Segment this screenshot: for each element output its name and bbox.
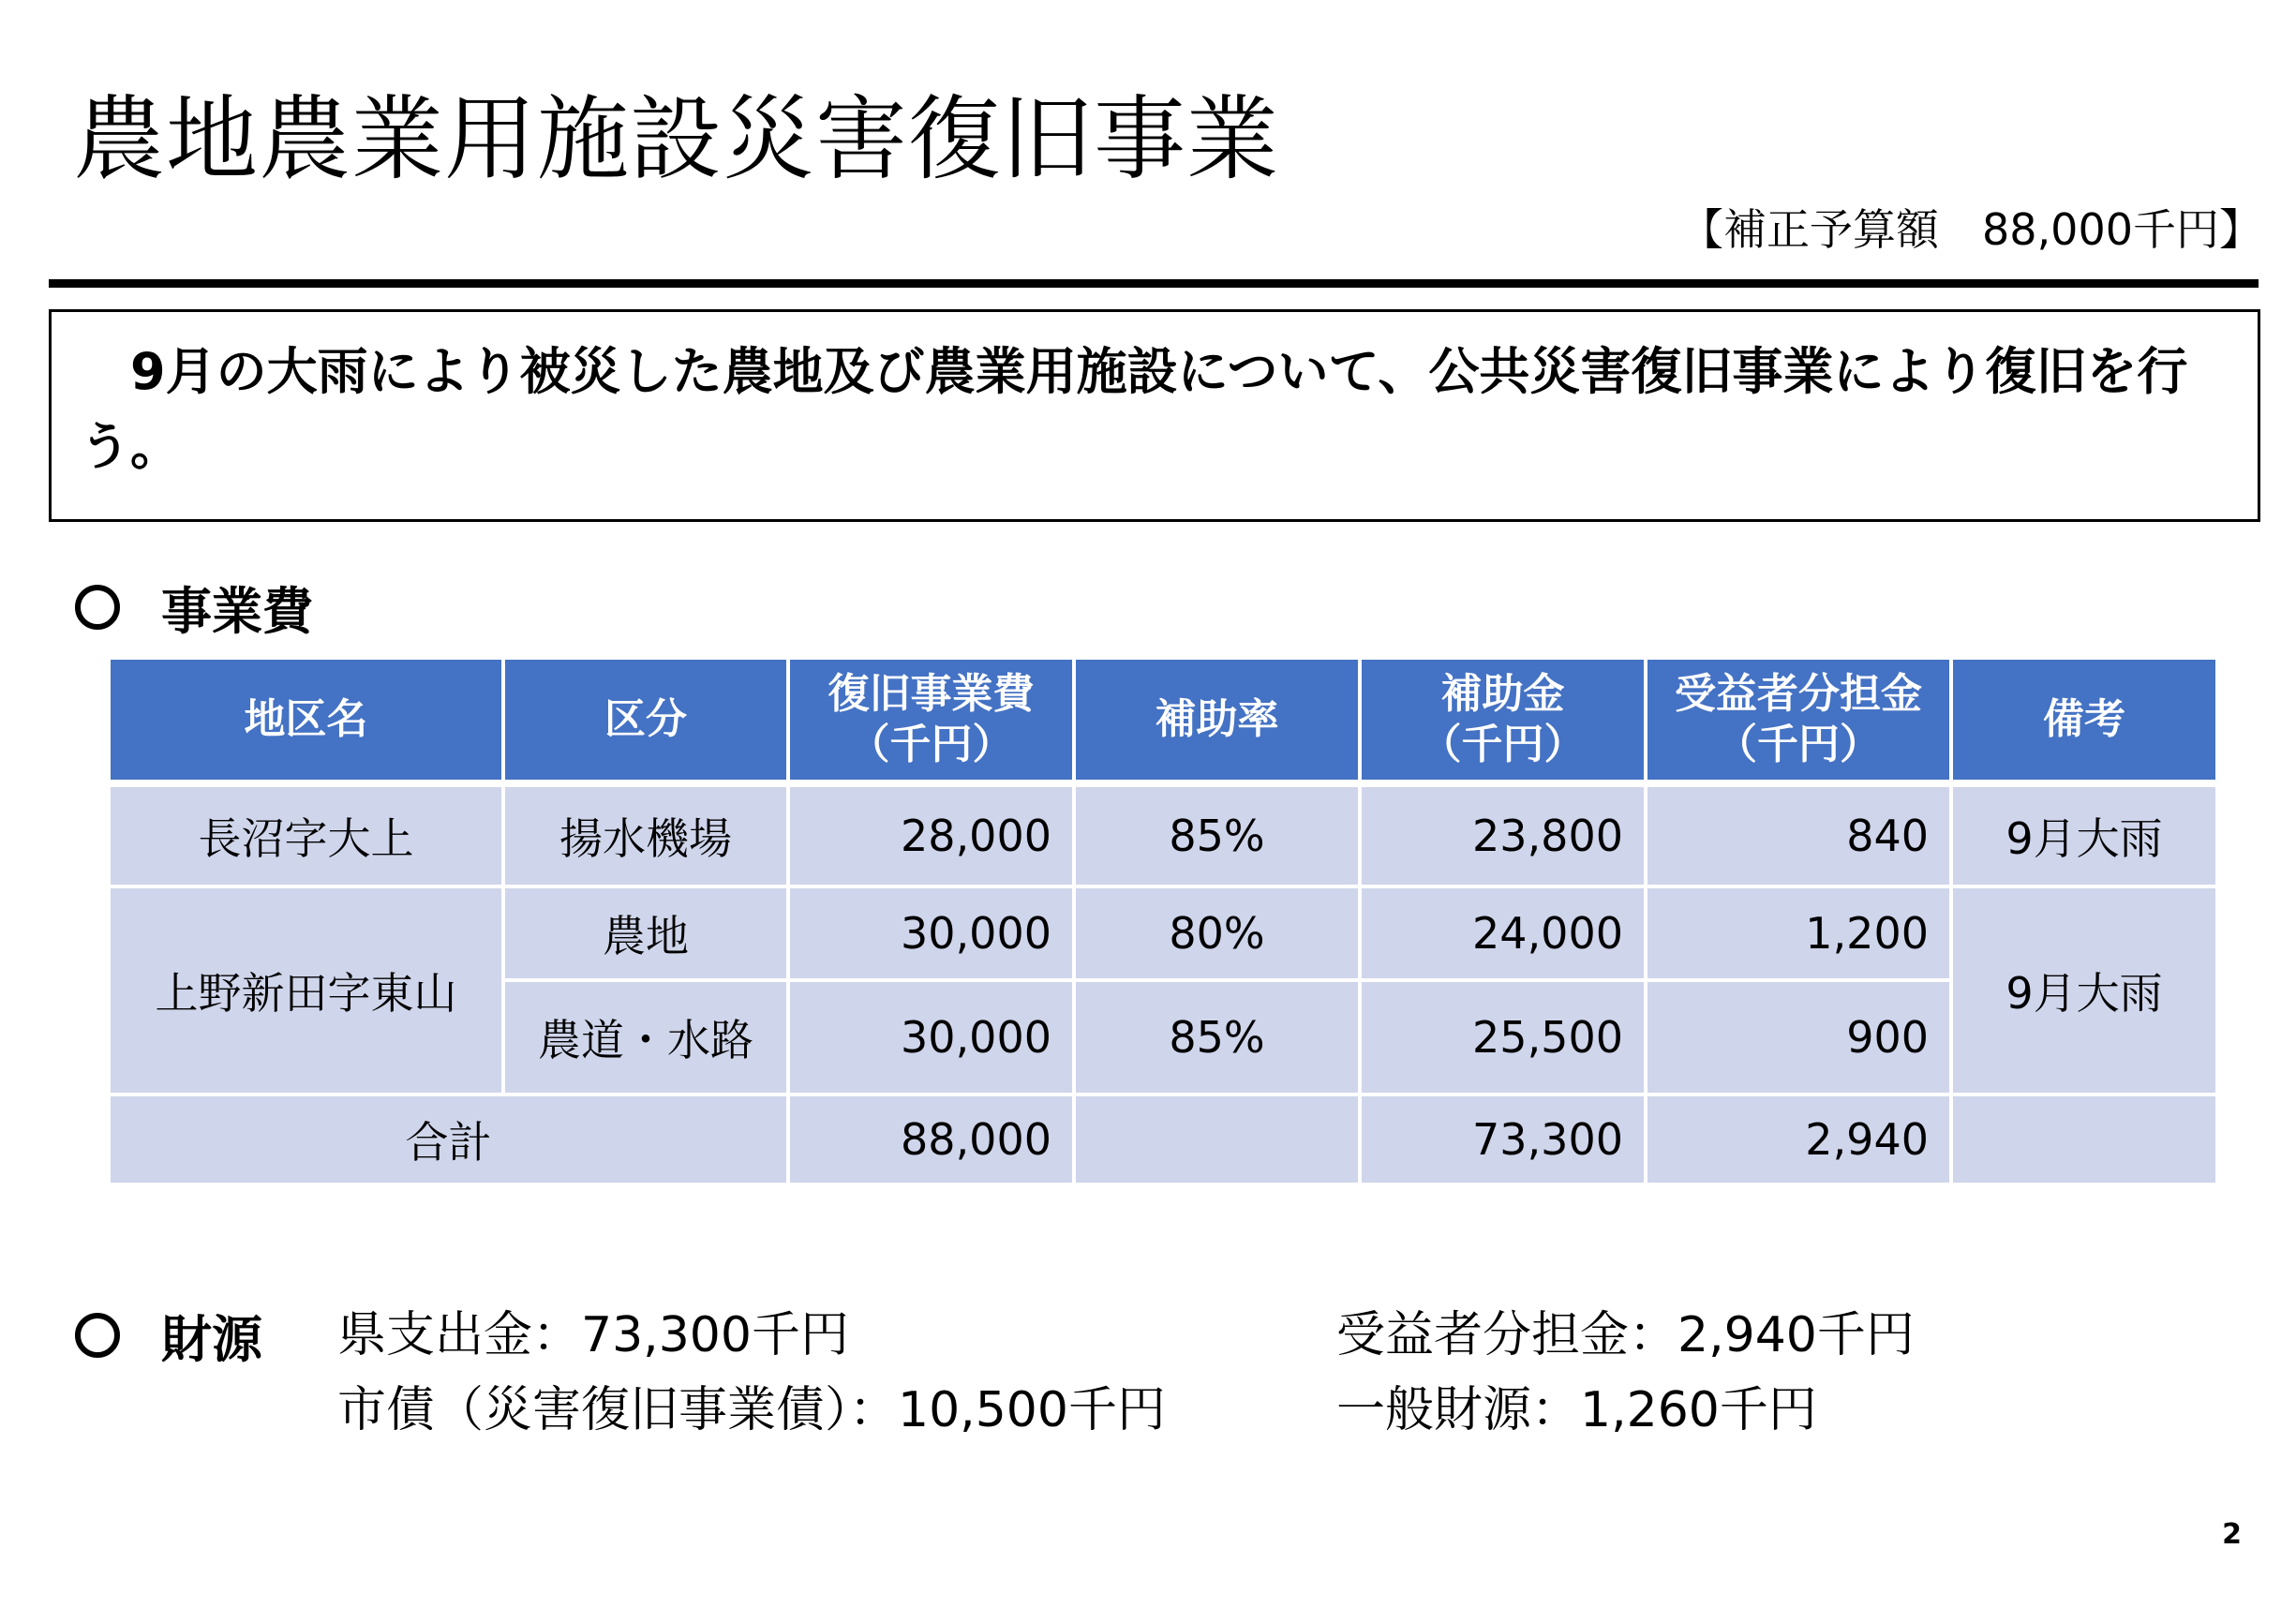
circle-bullet-icon <box>75 1313 120 1358</box>
header-cost: 復旧事業費 （千円） <box>790 660 1072 780</box>
cell-total-cost: 88,000 <box>790 1096 1072 1183</box>
table-row <box>111 787 2215 885</box>
cell-rate: 80% <box>1076 888 1358 978</box>
header-beneficiary: 受益者分担金 （千円） <box>1647 660 1949 780</box>
cell-cost: 30,000 <box>790 982 1072 1093</box>
funding-heading-label: 財源 <box>161 1309 262 1369</box>
cell-district: 長沼字大上 <box>111 787 501 885</box>
header-remarks: 備考 <box>1953 660 2215 780</box>
funding-beneficiary: 受益者分担金：2,940千円 <box>1336 1307 1915 1363</box>
budget-amount: 【補正予算額 88,000千円】 <box>1680 204 2262 255</box>
cell-total-beneficiary: 2,940 <box>1647 1096 1949 1183</box>
cell-subsidy: 25,500 <box>1362 982 1644 1093</box>
header-rate: 補助率 <box>1076 660 1358 780</box>
page-number: 2 <box>2222 1518 2242 1551</box>
cell-beneficiary: 840 <box>1647 787 1949 885</box>
summary-box <box>49 309 2260 522</box>
cell-rate: 85% <box>1076 982 1358 1093</box>
summary-text: 9月の大雨により被災した農地及び農業用施設について、公共災害復旧事業により復旧を行う。 <box>80 342 2188 476</box>
funding-general: 一般財源：1,260千円 <box>1336 1382 1817 1438</box>
cell-total-label: 合計 <box>111 1096 786 1183</box>
cell-rate: 85% <box>1076 787 1358 885</box>
title-divider <box>49 279 2259 288</box>
circle-bullet-icon <box>75 585 120 630</box>
cell-cost: 28,000 <box>790 787 1072 885</box>
table-row <box>111 888 2215 978</box>
cell-category: 農道・水路 <box>505 982 786 1093</box>
cell-cost: 30,000 <box>790 888 1072 978</box>
cell-total-rate <box>1076 1096 1358 1183</box>
cost-table <box>107 656 2219 1186</box>
funding-bond: 市債（災害復旧事業債）：10,500千円 <box>337 1382 1166 1438</box>
cell-subsidy: 23,800 <box>1362 787 1644 885</box>
header-subsidy: 補助金 （千円） <box>1362 660 1644 780</box>
header-category: 区分 <box>505 660 786 780</box>
table-header-row <box>111 660 2215 780</box>
costs-section-heading <box>75 575 313 639</box>
costs-heading-label: 事業費 <box>161 581 313 641</box>
cell-beneficiary: 1,200 <box>1647 888 1949 978</box>
cell-total-remarks <box>1953 1096 2215 1183</box>
cell-total-subsidy: 73,300 <box>1362 1096 1644 1183</box>
page-title: 農地農業用施設災害復旧事業 <box>73 86 1280 193</box>
cell-district: 上野新田字東山 <box>111 888 501 1093</box>
cell-remarks: 9月大雨 <box>1953 787 2215 885</box>
cell-subsidy: 24,000 <box>1362 888 1644 978</box>
cell-beneficiary: 900 <box>1647 982 1949 1093</box>
cell-remarks: 9月大雨 <box>1953 888 2215 1093</box>
cell-category: 農地 <box>505 888 786 978</box>
funding-section <box>75 1303 2193 1462</box>
header-district: 地区名 <box>111 660 501 780</box>
funding-section-heading <box>75 1303 262 1368</box>
table-total-row <box>111 1096 2215 1183</box>
cell-category: 揚水機場 <box>505 787 786 885</box>
funding-prefecture: 県支出金：73,300千円 <box>337 1307 849 1363</box>
